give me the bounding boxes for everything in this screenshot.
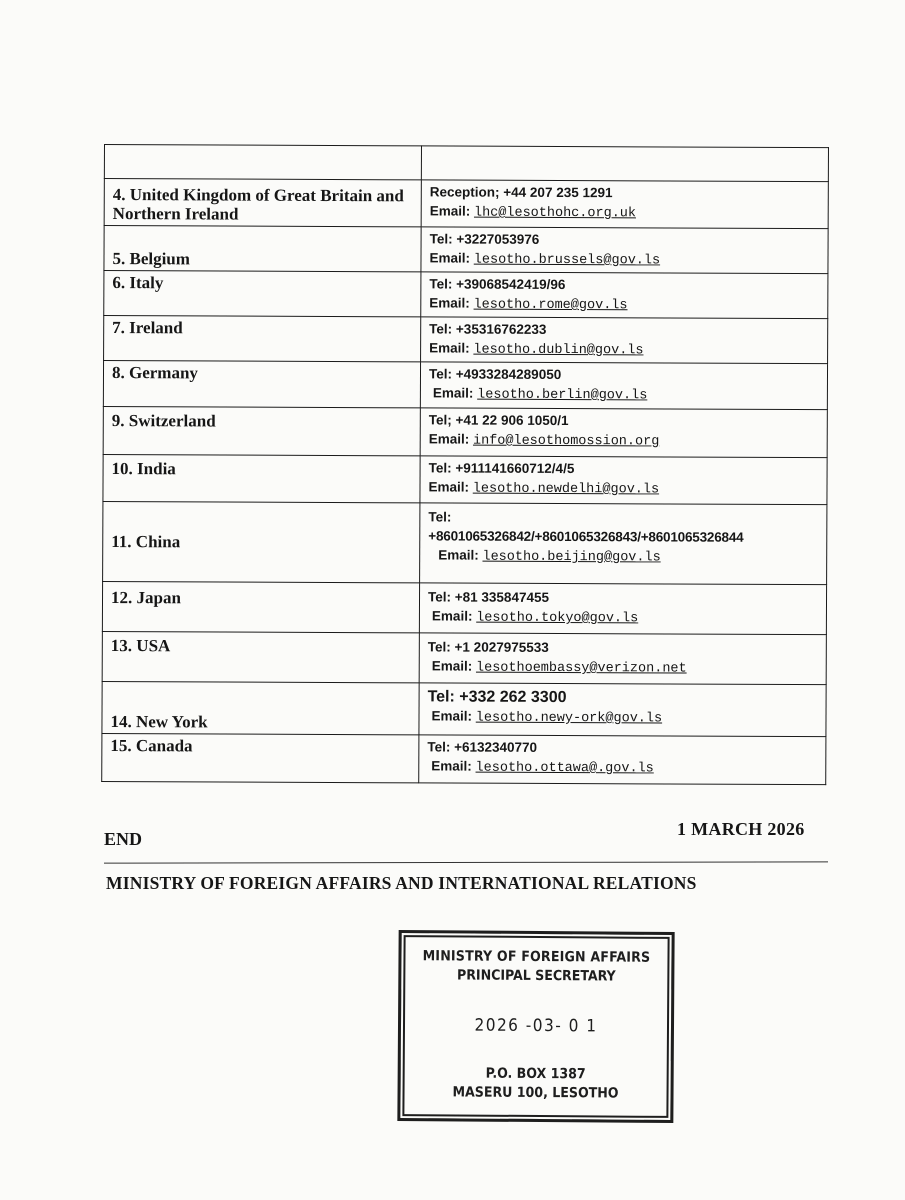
phone-line: Tel: +39068542419/96 (429, 276, 566, 293)
email-label: Email: (431, 758, 472, 774)
email-link[interactable]: lhc@lesothohc.org.uk (473, 205, 637, 222)
contact-cell (421, 317, 828, 364)
email-link[interactable]: lesotho.ottawa@.gov.ls (475, 760, 654, 777)
contact-cell (419, 735, 826, 785)
email-line (429, 383, 819, 406)
phone-line: Tel: (428, 509, 452, 525)
email-label: Email: (429, 295, 470, 311)
email-line (428, 545, 818, 568)
phone-line: Tel: +4933284289050 (428, 366, 562, 382)
table-row (102, 631, 826, 684)
country-cell: 13. USA (102, 631, 419, 682)
table-row (103, 406, 827, 457)
email-link[interactable]: lesotho.dublin@gov.ls (473, 342, 644, 359)
table-row (102, 733, 826, 784)
email-link[interactable]: lesotho.newdelhi@gov.ls (472, 481, 660, 498)
contact-cell (419, 633, 826, 685)
country-cell: 4. United Kingdom of Great Britain and Northern Ireland (104, 179, 421, 227)
email-label: Email: (429, 340, 470, 356)
official-stamp (397, 930, 674, 1123)
country-cell: 14. New York (102, 681, 419, 734)
country-cell: 12. Japan (102, 581, 419, 632)
email-label: Email: (429, 203, 471, 219)
email-line (429, 293, 819, 316)
table-row (104, 145, 828, 182)
email-line (430, 201, 820, 224)
stamp-title: PRINCIPAL SECRETARY (456, 967, 616, 985)
country-cell: 7. Ireland (104, 316, 421, 362)
email-line (427, 756, 817, 779)
stamp-ministry: MINISTRY OF FOREIGN AFFAIRS (422, 948, 651, 966)
country-cell: 11. China (103, 501, 420, 582)
email-label: Email: (431, 608, 473, 624)
email-link[interactable]: info@lesothomossion.org (472, 433, 660, 450)
country-cell (104, 145, 421, 180)
country-cell: 9. Switzerland (103, 406, 420, 455)
contact-cell (419, 583, 826, 635)
ministry-heading: MINISTRY OF FOREIGN AFFAIRS AND INTERNATIONAL RELATIONS (106, 873, 697, 893)
phone-line: Tel: +3227053976 (429, 231, 540, 247)
divider (104, 861, 828, 863)
phone-line: Reception; +44 207 235 1291 (429, 184, 613, 201)
email-label: Email: (429, 250, 471, 266)
email-line (428, 656, 818, 679)
phone-line: Tel: +81 335847455 (427, 589, 550, 605)
table-row (103, 501, 827, 584)
email-link[interactable]: lesotho.rome@gov.ls (473, 297, 628, 314)
email-line (427, 706, 817, 729)
contact-cell (421, 146, 828, 182)
email-label: Email: (438, 547, 479, 563)
end-label: END (104, 829, 143, 849)
phone-line: Tel: +6132340770 (427, 739, 538, 755)
email-link[interactable]: lesotho.beijing@gov.ls (482, 549, 661, 566)
contact-cell (421, 180, 828, 229)
email-label: Email: (431, 708, 473, 724)
email-link[interactable]: lesotho.newy-ork@gov.ls (475, 710, 663, 727)
email-label: Email: (432, 385, 474, 401)
email-link[interactable]: lesotho.brussels@gov.ls (473, 252, 661, 269)
contact-cell (419, 683, 826, 737)
country-cell: 6. Italy (104, 271, 421, 317)
phone-line: +8601065326842/+8601065326843/+8601065326844 (428, 528, 744, 545)
email-line (429, 248, 819, 271)
phone-line: Tel: +332 262 3300 (427, 688, 567, 707)
document-date: 1 MARCH 2026 (677, 819, 805, 839)
table-row (104, 316, 828, 364)
email-label: Email: (428, 431, 470, 447)
email-link[interactable]: lesotho.berlin@gov.ls (477, 387, 648, 404)
country-cell: 5. Belgium (104, 226, 421, 272)
phone-line: Tel: +35316762233 (429, 321, 547, 337)
stamp-city: MASERU 100, LESOTHO (452, 1084, 619, 1102)
contact-cell (420, 362, 827, 410)
email-line (428, 606, 818, 629)
country-cell: 8. Germany (103, 361, 420, 408)
email-line (428, 477, 818, 500)
email-label: Email: (431, 658, 473, 674)
contact-cell (420, 503, 827, 585)
table-row (103, 361, 827, 410)
contact-cell (420, 456, 827, 505)
contact-cell (421, 272, 828, 319)
country-cell: 10. India (103, 454, 420, 502)
phone-line: Tel: +1 2027975533 (427, 639, 549, 655)
phone-line: Tel: +911141660712/4/5 (428, 460, 575, 477)
table-row (104, 226, 828, 274)
table-row (102, 681, 826, 736)
email-link[interactable]: lesothoembassy@verizon.net (475, 660, 687, 677)
stamp-date: 2026 -03- 0 1 (474, 1015, 598, 1037)
table-row (104, 179, 828, 229)
phone-line: Tel; +41 22 906 1050/1 (428, 412, 569, 429)
stamp-po-box: P.O. BOX 1387 (485, 1065, 586, 1083)
contact-cell (420, 408, 827, 458)
table-row (103, 454, 827, 504)
email-link[interactable]: lesotho.tokyo@gov.ls (476, 610, 639, 627)
contact-cell (421, 227, 828, 274)
email-label: Email: (428, 479, 470, 495)
table-row (102, 581, 826, 634)
country-cell: 15. Canada (102, 733, 419, 782)
email-line (429, 338, 819, 361)
contacts-table (101, 144, 829, 785)
table-row (104, 271, 828, 319)
email-line (429, 429, 819, 452)
